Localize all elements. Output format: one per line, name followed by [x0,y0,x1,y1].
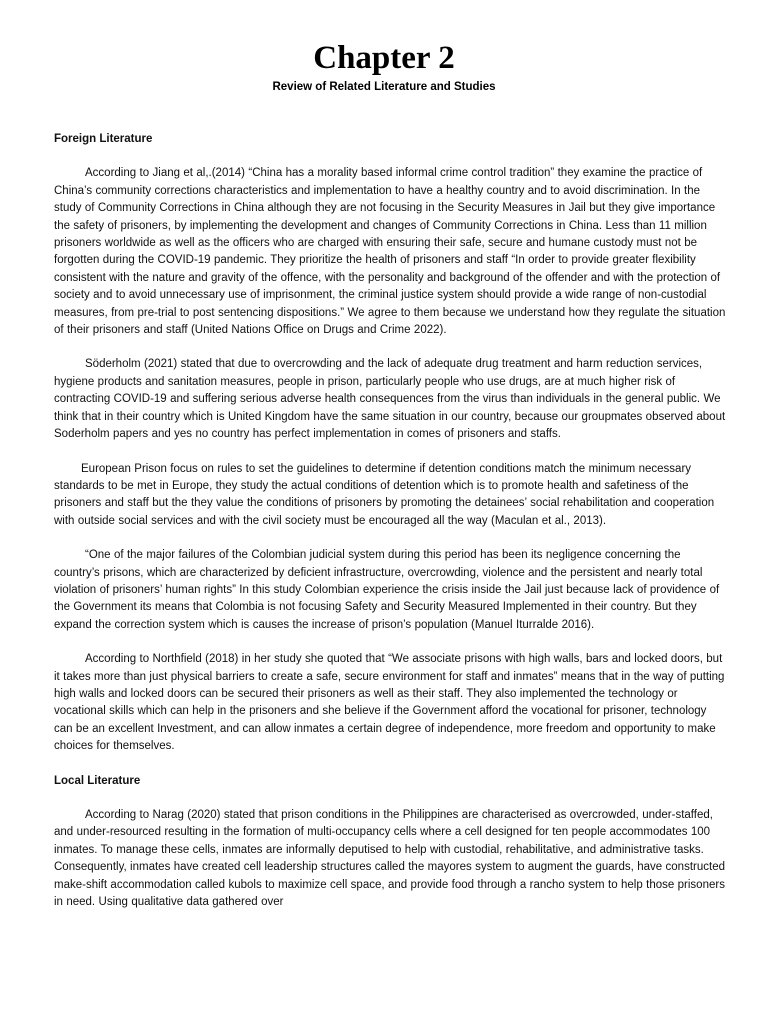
section-heading-local: Local Literature [54,774,141,787]
paragraph-northfield: According to Northfield (2018) in her study she quoted that “We associate prisons with high walls, bars and locked doors, but it takes more than just physical barriers to create a safe, secure environment for staff and inmates” means that in the way of putting high walls and locked doors can be secured their prisoners as well as their staff. They also implemented the technology or vocational skills which can help in the prisoners and she believe if the Government afford the vocational for prisoner, technology can be an excellent Investment, and can allow inmates a certain degree of independence, more freedom and opportunity to make choices for themselves. [54,653,725,753]
section-heading-foreign: Foreign Literature [54,133,153,145]
paragraph-narag: According to Narag (2020) stated that prison conditions in the Philippines are characterised as overcrowded, under-staffed, and under-resourced resulting in the formation of multi-occupancy cells where a cell designed for ten people accommodates 100 inmates. To manage these cells, inmates are informally deputised to help with custodial, rehabilitative, and administrative tasks. Consequently, inmates have created cell leadership structures called the mayores system to augment the guards, have constructed make-shift accommodation called kubols to maximize cell space, and provide food through a rancho system to help those prisoners in need. Using qualitative data gathered over [54,809,725,909]
chapter-subtitle: Review of Related Literature and Studies [272,81,496,93]
chapter-title: Chapter 2 [313,40,455,76]
document-body [54,131,728,928]
paragraph-jiang: According to Jiang et al,.(2014) “China has a morality based informal crime control tradition” they examine the practice of China’s community corrections characteristics and implementation to have a healthy country and to avoid discrimination. In the study of Community Corrections in China although they are not focusing in the Security Measures in Jail but they give importance the safety of prisoners, by implementing the development and changes of Community Corrections in China. Less than 11 million prisoners worldwide as well as the officers who are charged with ensuring their safe, secure and humane custody must not be forgotten during the COVID-19 pandemic. They prioritize the health of prisoners and staff “In order to provide greater flexibility consistent with the nature and gravity of the offence, with the personality and background of the offender and with the protection of society and to avoid unnecessary use of imprisonment, the criminal justice system should provide a wide range of non-custodial measures, from pre-trial to post sentencing dispositions.” We agree to them because we understand how they regulate the situation of their prisoners and staff (United Nations Office on Drugs and Crime 2022). [54,167,726,337]
paragraph-soderholm: Söderholm (2021) stated that due to overcrowding and the lack of adequate drug treatment and harm reduction services, hygiene products and sanitation measures, people in prison, particularly people who use drugs, are at much higher risk of contracting COVID-19 and suffering serious adverse health consequences from the virus than individuals in the general public. We think that in their country which is United Kingdom have the same situation in our country, because our groupmates observed about Soderholm papers and yes no country has perfect implementation in comes of prisoners and staffs. [54,358,726,441]
paragraph-european-prison: European Prison focus on rules to set the guidelines to determine if detention conditions match the minimum necessary standards to be met in Europe, they study the actual conditions of detention which is to promote health and safetiness of the prisoners and staff but the they value the conditions of prisoners by promoting the detainees’ social rehabilitation and cooperation with outside social services and with the civil society must be encouraged all the way (Maculan et al., 2013). [54,462,715,527]
paragraph-colombian: “One of the major failures of the Colombian judicial system during this period has been its negligence concerning the country’s prisons, which are characterized by deficient infrastructure, overcrowding, violence and the persistent and nearly total violation of prisoners’ human rights” In this study Colombian experience the crisis inside the Jail just because lack of providence of the Government its means that Colombia is not focusing Safety and Security Measured Implemented in their country. But they expand the correction system which is causes the increase of prison’s population (Manuel Iturralde 2016). [54,549,720,631]
